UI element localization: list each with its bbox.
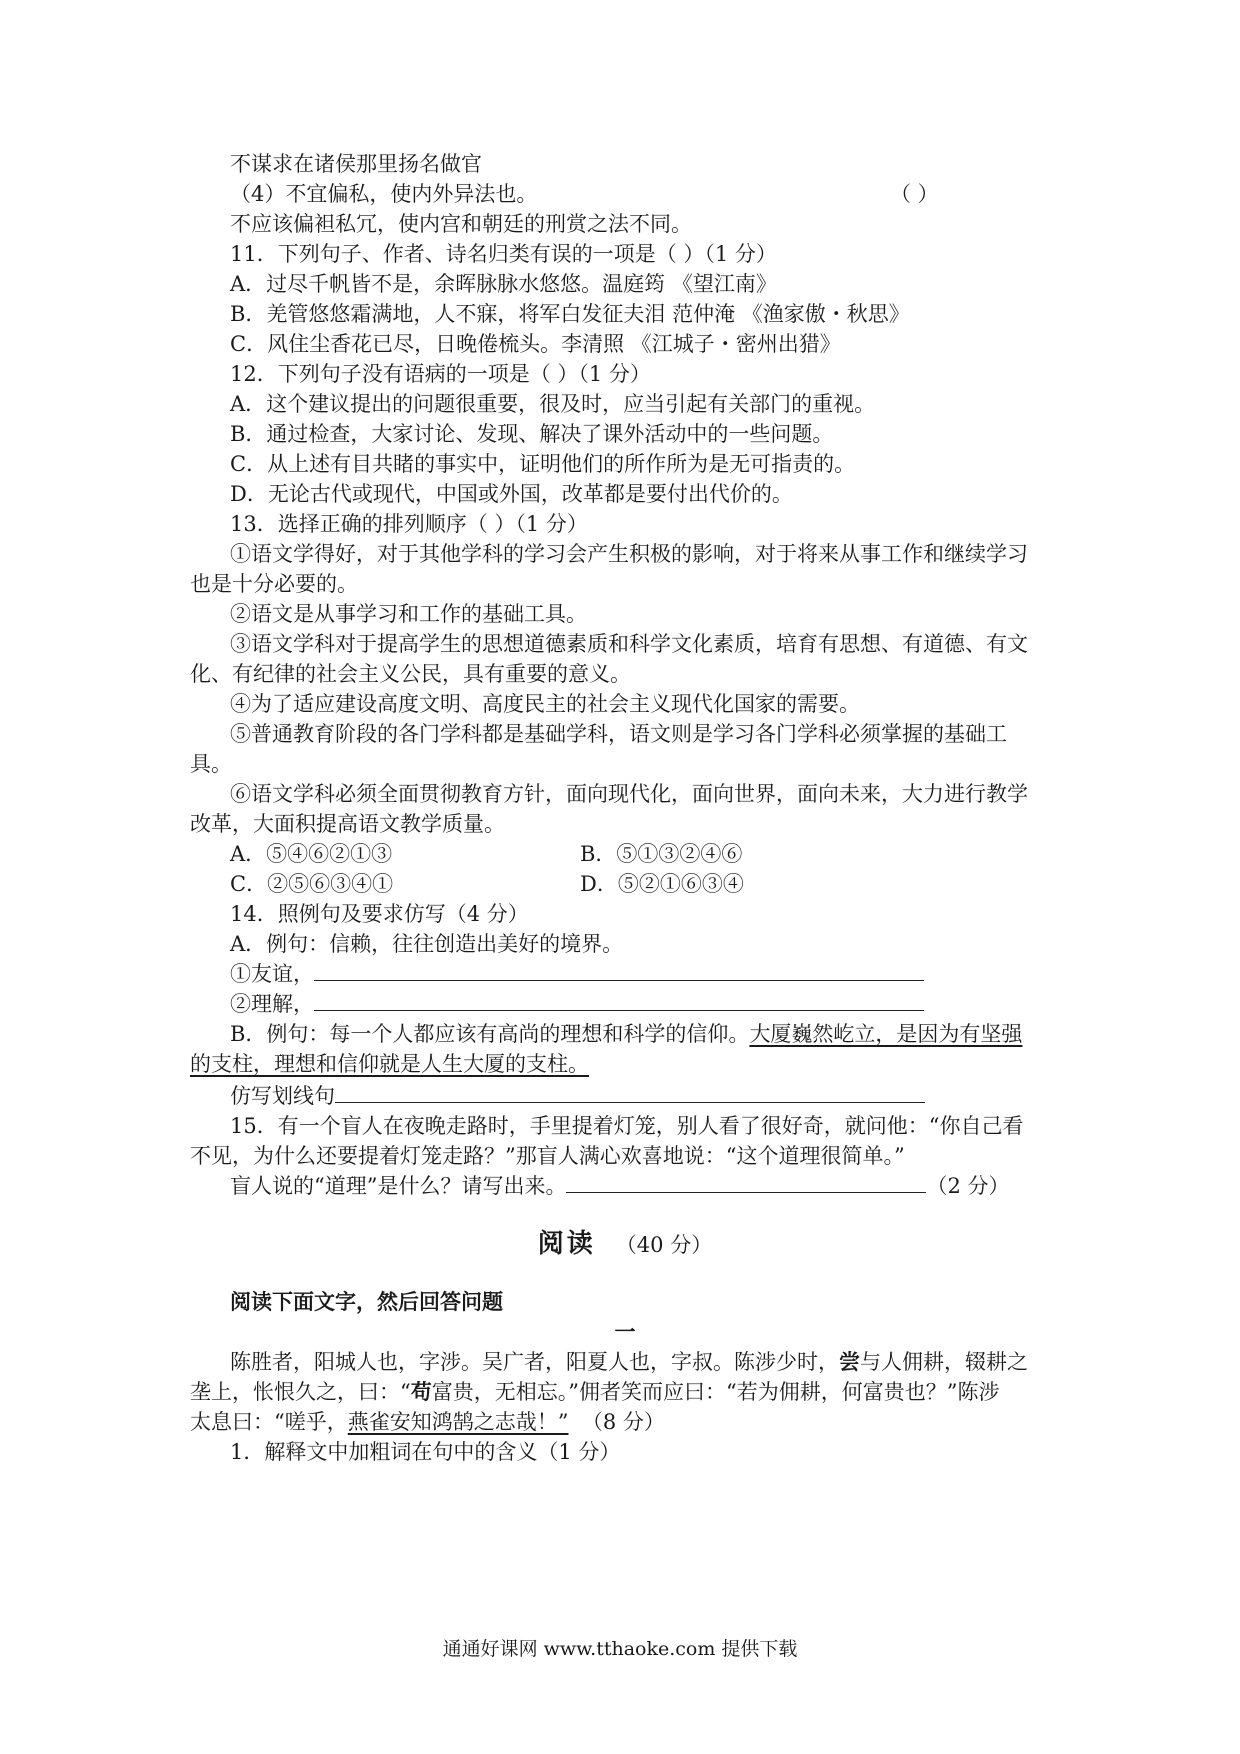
sentence-1-cont: 也是十分必要的。 — [190, 572, 358, 596]
sentence-6-cont: 改革，大面积提高语文教学质量。 — [190, 812, 505, 836]
fill-label: 仿写划线句 — [230, 1084, 335, 1108]
example-a: A．例句：信赖，往往创造出美好的境界。 — [230, 932, 624, 956]
option-c: C．从上述有目共睹的事实中，证明他们的所作所为是无可指责的。 — [230, 452, 856, 476]
footer-text: 通通好课网 www.tthaoke.com 提供下载 — [442, 1638, 798, 1660]
underlined-text: 燕雀安知鸿鹄之志哉！” — [347, 1410, 569, 1434]
answer-blank[interactable] — [314, 988, 924, 1011]
option-b: B．羌管悠悠霜满地，人不寐，将军白发征夫泪 范仲淹 《渔家傲・秋思》 — [230, 302, 910, 326]
bold-word: 尝 — [839, 1349, 860, 1374]
answer-blank[interactable] — [335, 1080, 925, 1103]
option-c: C．②⑤⑥③④① — [230, 872, 394, 896]
answer-blank[interactable] — [566, 1170, 926, 1193]
example-text: B．例句：每一个人都应该有高尚的理想和科学的信仰。 — [230, 1022, 750, 1046]
score-label: （2 分） — [926, 1174, 1010, 1198]
bold-word: 苟 — [410, 1379, 432, 1404]
question-15-ask — [230, 1170, 1010, 1202]
sentence-2: ②语文是从事学习和工作的基础工具。 — [230, 602, 587, 626]
example-b — [230, 1018, 1022, 1050]
passage-text: 与人佣耕，辍耕之 — [860, 1350, 1028, 1374]
text-line: 不谋求在诸侯那里扬名做官 — [230, 152, 482, 176]
passage-line — [190, 1376, 999, 1408]
sentence-3-cont: 化、有纪律的社会主义公民，具有重要的意义。 — [190, 662, 631, 686]
passage-text: 垄上，怅恨久之，曰：“ — [190, 1380, 411, 1404]
passage-text: 陈胜者，阳城人也，字涉。吴广者，阳夏人也，字叔。陈涉少时， — [230, 1350, 839, 1374]
question-14: 14．照例句及要求仿写（4 分） — [230, 902, 529, 926]
sentence-3: ③语文学科对于提高学生的思想道德素质和科学文化素质，培育有思想、有道德、有文 — [230, 632, 1028, 656]
fill-label: ①友谊， — [230, 962, 314, 986]
option-a: A．这个建议提出的问题很重要，很及时，应当引起有关部门的重视。 — [230, 392, 876, 416]
reading-instruction: 阅读下面文字，然后回答问题 — [230, 1289, 503, 1314]
text-line: 不应该偏袒私冗，使内宫和朝廷的刑赏之法不同。 — [230, 212, 692, 236]
option-d: D．⑤②①⑥③④ — [580, 872, 744, 896]
question-15-cont: 不见，为什么还要提着灯笼走路？”那盲人满心欢喜地说：“这个道理很简单。” — [190, 1144, 905, 1168]
answer-paren: （ ） — [890, 182, 939, 206]
option-a: A．过尽千帆皆不是，余晖脉脉水悠悠。温庭筠 《望江南》 — [230, 272, 777, 296]
passage-text: 太息曰：“嗟乎， — [190, 1410, 348, 1434]
section-score: （40 分） — [615, 1233, 713, 1257]
passage-score: （8 分） — [581, 1410, 665, 1434]
example-b-cont — [190, 1048, 589, 1080]
option-c: C．风住尘香花已尽，日晚倦梳头。李清照 《江城子・密州出猎》 — [230, 332, 841, 356]
option-a: A．⑤④⑥②①③ — [230, 842, 393, 866]
question-line — [230, 178, 537, 210]
ask-text: 盲人说的“道理”是什么？请写出来。 — [230, 1174, 567, 1198]
answer-blank[interactable] — [314, 958, 924, 981]
sentence-6: ⑥语文学科必须全面贯彻教育方针，面向现代化，面向世界，面向未来，大力进行教学 — [230, 782, 1028, 806]
underlined-text: 大厦巍然屹立，是因为有坚强 — [749, 1022, 1023, 1046]
underlined-text: 的支柱，理想和信仰就是人生大厦的支柱。 — [190, 1052, 589, 1076]
sentence-5: ⑤普通教育阶段的各门学科都是基础学科，语文则是学习各门学科必须掌握的基础工 — [230, 722, 1007, 746]
sentence-4: ④为了适应建设高度文明、高度民主的社会主义现代化国家的需要。 — [230, 692, 860, 716]
fill-line-3 — [230, 1080, 925, 1112]
reading-question-1: 1．解释文中加粗词在句中的含义（1 分） — [230, 1440, 621, 1464]
option-b: B．⑤①③②④⑥ — [580, 842, 743, 866]
fill-line-2 — [230, 988, 924, 1020]
fill-line-1 — [230, 958, 924, 990]
option-b: B．通过检查，大家讨论、发现、解决了课外活动中的一些问题。 — [230, 422, 834, 446]
option-d: D．无论古代或现代，中国或外国，改革都是要付出代价的。 — [230, 482, 793, 506]
part-number: 一 — [614, 1319, 636, 1344]
question-12: 12．下列句子没有语病的一项是（ ）（1 分） — [230, 362, 651, 386]
section-title — [190, 1226, 1060, 1263]
sentence-5-cont: 具。 — [190, 752, 232, 776]
fill-label: ②理解， — [230, 992, 314, 1016]
section-heading: 阅读 — [537, 1229, 596, 1259]
passage-line — [230, 1346, 1028, 1378]
question-13: 13．选择正确的排列顺序（ ）（1 分） — [230, 512, 588, 536]
passage-text: 富贵，无相忘。”佣者笑而应曰：“若为佣耕，何富贵也？”陈涉 — [431, 1380, 1000, 1404]
question-text: （4）不宜偏私，使内外异法也。 — [230, 182, 538, 206]
question-11: 11．下列句子、作者、诗名归类有误的一项是（ ）（1 分） — [230, 242, 777, 266]
question-15: 15．有一个盲人在夜晚走路时，手里提着灯笼，别人看了很好奇，就问他：“你自己看 — [230, 1114, 1024, 1138]
sentence-1: ①语文学得好，对于其他学科的学习会产生积极的影响，对于将来从事工作和继续学习 — [230, 542, 1028, 566]
passage-line — [190, 1406, 665, 1438]
